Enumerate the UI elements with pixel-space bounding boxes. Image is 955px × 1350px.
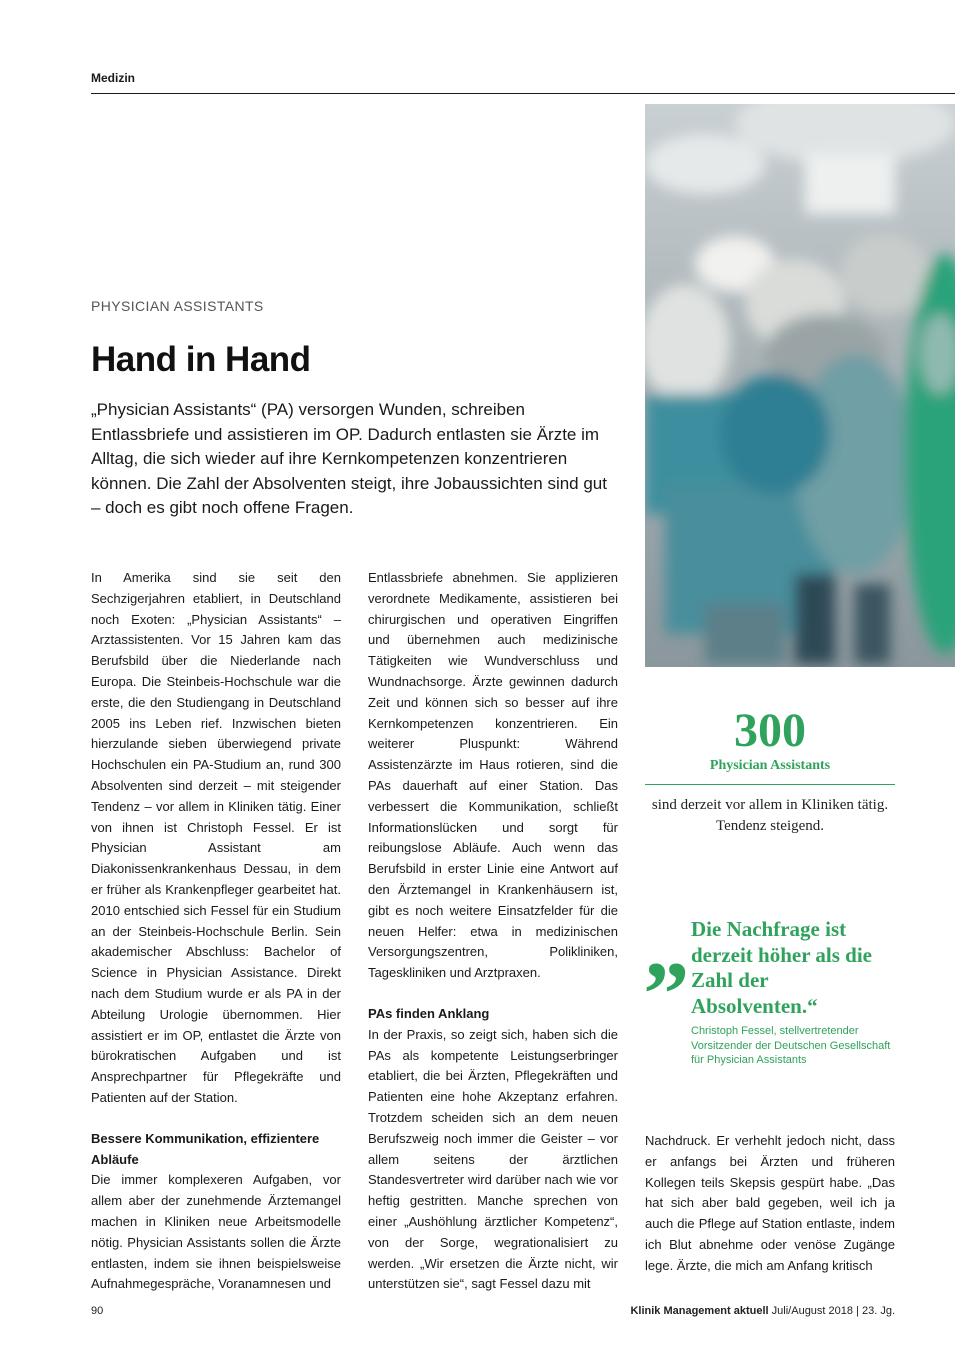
surgery-photo (645, 104, 955, 667)
quote-attribution: Christoph Fessel, stellvertretender Vorsitzender der Deutschen Gesellschaft für Physician Assistants (691, 1025, 891, 1066)
page-number: 90 (91, 1305, 104, 1317)
text-column-3 (645, 1131, 895, 1277)
paragraph: Entlassbriefe abnehmen. Sie applizieren verordnete Medikamente, assistieren bei chirurgischen und operativen Eingriffen und übernehmen auch medizinische Tätigkeiten wie Wundverschluss und Wundnachsorge. Ärzte gewinnen dadurch Zeit und können sich so besser auf ihre Kernkompetenzen konzentrieren. Ein weiterer Pluspunkt: Während Assistenzärzte im Haus rotieren, sind die PAs dauerhaft auf einer Station. Das verbessert die Kommunikation, schließt Informationslücken und sorgt für reibungslose Abläufe. Auch wenn das Berufsbild in erster Linie eine Antwort auf den Ärztemangel in Krankenhäusern ist, gibt es noch weitere Einsatzfelder für die neuen Helfer: etwa in medizinischen Versorgungszentren, Polikliniken, Tageskliniken und Arztpraxen. (368, 570, 618, 981)
subheading: PAs finden Anklang (368, 1005, 490, 1021)
subheading: Bessere Kommunikation, effizientere Abläufe (91, 1130, 320, 1167)
text-column-1 (91, 568, 341, 1295)
stat-number: 300 (734, 704, 806, 757)
paragraph: In Amerika sind sie seit den Sechzigerjahren etabliert, in Deutschland noch Exoten: „Physician Assistants“ – Arztassistenten. Vor 15 Jahren kam das Berufsbild über die Niederlande nach Europa. Die Steinbeis-Hochschule war die erste, die den Studiengang in Deutschland 2005 ins Leben rief. Inzwischen bieten hierzulande sieben überwiegend private Hochschulen ein PA-Studium an, rund 300 Absolventen sind derzeit – mit steigender Tendenz – vor allem in Kliniken tätig. Einer von ihnen ist Christoph Fessel. Er ist Physician Assistant am Diakonissenkrankenhaus Dessau, in dem er früher als Krankenpfleger gearbeitet hat. 2010 entschied sich Fessel für ein Studium an der Steinbeis-Hochschule Berlin. Sein akademischer Abschluss: Bachelor of Science in Physician Assistance. Direkt nach dem Studium wurde er als PA in der Abteilung Urologie übernommen. Hier assistiert er im OP, entlastet die Ärzte von bürokratischen Aufgaben und ist Ansprechpartner für Pflegekräfte und Patienten auf der Station. (91, 570, 341, 1105)
paragraph: Die immer komplexeren Aufgaben, vor allem aber der zunehmende Ärztemangel machen in Kliniken neue Arbeitsmodelle nötig. Physician Assistants sollen die Ärzte entlasten, indem sie ihnen beispielsweise Aufnahmegespräche, Voranamnesen und (91, 1172, 341, 1292)
paragraph: Nachdruck. Er verhehlt jedoch nicht, dass er anfangs bei Ärzten und früheren Kollegen teils Skepsis gespürt habe. „Das hat sich aber bald gegeben, weil ich ja auch die Pflege auf Station entlaste, indem ich Blut abnehme oder venöse Zugänge lege. Ärzte, die mich am Anfang kritisch (645, 1133, 895, 1273)
stat-label: Physician Assistants (709, 758, 831, 773)
journal-name: Klinik Management aktuell (630, 1305, 769, 1317)
article-title: Hand in Hand (91, 340, 311, 379)
section-label: Medizin (91, 71, 135, 85)
issue-info: Juli/August 2018 | 23. Jg. (771, 1305, 895, 1317)
footer-info (630, 1305, 895, 1317)
paragraph: In der Praxis, so zeigt sich, haben sich die PAs als kompetente Leistungserbringer etabliert, die bei Ärzten, Pflegekräften und Patienten eine hohe Akzeptanz erfahren. Trotzdem scheiden sich an dem neuen Berufszweig noch immer die Geister – vor allem seitens der ärztlichen Standesvertreter wird darüber nach wie vor heftig gestritten. Manche sprechen von einer „Aushöhlung ärztlicher Kompetenz“, von der Sorge, wegrationalisiert zu werden. „Wir ersetzen die Ärzte nicht, wir unterstützen sie“, sagt Fessel dazu mit (368, 1026, 618, 1292)
article-lead: „Physician Assistants“ (PA) versorgen Wunden, schreiben Entlassbriefe und assistieren im OP. Dadurch entlasten sie Ärzte im Alltag, die sich wieder auf ihre Kernkompetenzen konzentrieren können. Die Zahl der Absolventen steigt, ihre Jobaussichten sind gut – doch es gibt noch offene Fragen. (91, 400, 607, 517)
stat-text: sind derzeit vor allem in Kliniken tätig. Tendenz steigend. (651, 797, 889, 834)
quote-mark-icon: „ (644, 895, 690, 997)
stat-box (645, 705, 895, 837)
pull-quote: Die Nachfrage ist derzeit höher als die Zahl der Absolventen.“ (691, 917, 873, 1018)
article-kicker: PHYSICIAN ASSISTANTS (91, 298, 264, 314)
top-divider (91, 93, 955, 94)
stat-divider (645, 784, 895, 785)
text-column-2 (368, 568, 618, 1295)
